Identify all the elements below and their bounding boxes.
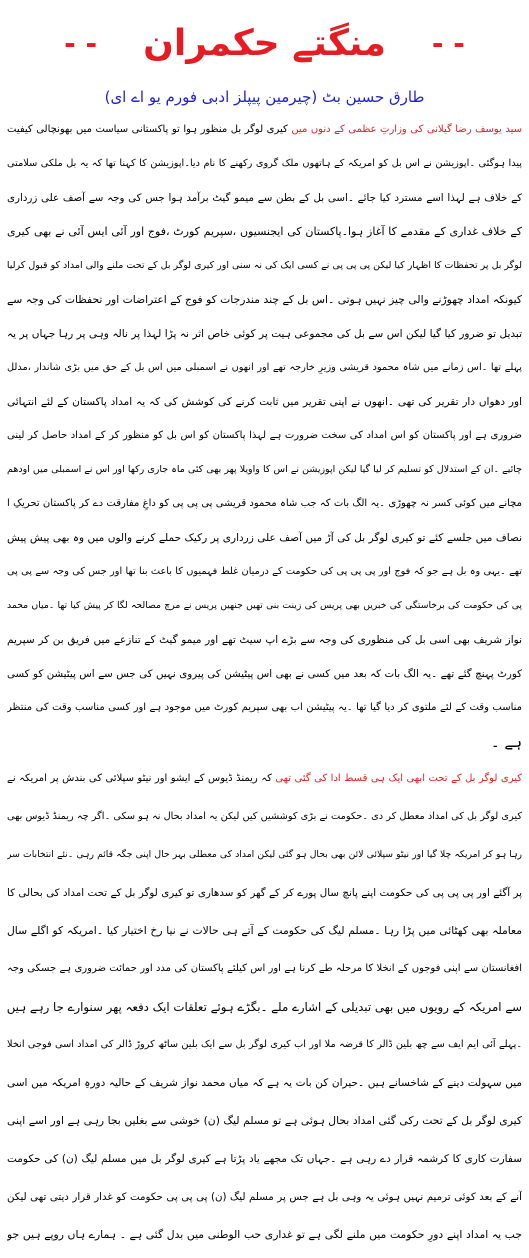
paragraph-line: نصاف میں جلسے کئے تو کیری لوگر بل کی آڑ میں آصف علی زرداری پر رکیک حملے کرنے والوں میں وہ بھی پیش پیش bbox=[7, 532, 522, 544]
paragraph-line: ضروری ہے اور پاکستان کو اس امداد کی سخت ضرورت ہے لہذا پاکستان کو اس بل کو منظور کر کے امداد حاصل کر لینی bbox=[7, 430, 522, 441]
paragraph-line: کیونکہ امداد چھوڑنے والی چیز نہیں ہوتی ۔اس بل کے چند مندرجات کو فوج کے اعتراضات اور تحفظات کی وجہ سے bbox=[7, 293, 522, 306]
paragraph-line: کورٹ پہنچ گئے تھے ۔یہ الگ بات کہ بعد میں کسی نے بھی اس پیٹیشن کی پیروی نہیں کی جس سے اس پیٹیشن کو کسی bbox=[7, 668, 522, 680]
paragraph-line: جب یہ امداد اپنے دورِ حکومت میں ملنے لگی ہے تو غداری حب الوطنی میں بدل گئی ہے ۔ ہمارے ہاں روپے ہیں جو bbox=[7, 1228, 522, 1241]
paragraph-line: پر آگئے اور پی پی پی کی حکومت اپنے پانچ سال پورے کر کے گھر کو سدھاری تو کیری لوگر بل کے تحت امداد کی بحالی کا bbox=[7, 887, 522, 899]
paragraph-line: اور دھواں دار تقریر کی تھی ۔انھوں نے اپنی تقریر میں ثابت کرنے کی کوشش کی کہ یہ امداد پاکستان کے لئے انتہائی bbox=[7, 396, 522, 408]
paragraph-line bbox=[7, 113, 522, 147]
paragraph-line: میں سہولت دینے کے شاخسانے ہیں ۔حیران کن بات یہ ہے کہ میاں محمد نواز شریف کے حالیہ دورہِ امریکہ میں اسی bbox=[7, 1077, 522, 1089]
paragraph-line: پیدا ہوگئی ۔اپوزیشن نے اس بل کو امریکہ کے ہاتھوں ملک گروی رکھنے کا نام دیا۔اپوزیشن کا کہنا تھا کہ یہ بل ملکی سلامتی bbox=[7, 158, 522, 169]
lead-highlight: کیری لوگر بل کے تحت ابھی ایک ہی قسط ادا کی گئی تھی bbox=[275, 773, 522, 784]
paragraph-line: چائیے ۔ان کے استدلال کو تسلیم کر لیا گیا لیکن اپوزیشن نے اس کا واویلا پھر بھی کئی ماہ جاری رکھا اور اس نے اسمبلی میں اودھم bbox=[7, 464, 522, 475]
byline: طارق حسین بٹ (چیرمین پیپلز ادبی فورم یو اے ای) bbox=[104, 88, 425, 106]
title-dash-left: - - bbox=[64, 27, 98, 60]
line-text: کیری لوگر بل منظور ہوا تو پاکستانی سیاست میں بھونچالی کیفیت bbox=[7, 124, 288, 135]
paragraph-line: سفارت کاری کا کرشمہ قرار دے رہی ہے ۔جہاں تک مجھے یاد پڑتا ہے کیری لوگر بل میں مسلم لیگ (ن) کی حکومت bbox=[7, 1153, 522, 1165]
article-title-row bbox=[0, 16, 529, 72]
line-text: کہ ریمنڈ ڈیوس کے ایشو اور نیٹو سپلائی کی بندش پر امریکہ نے bbox=[7, 773, 272, 784]
paragraph-line: کیری لوگر بل کی امداد معطل کر دی ۔حکومت نے بڑی کوششیں کیں لیکن یہ امداد بحال نہ ہو سکی ۔اگر چہ ریمنڈ ڈیوس بھی bbox=[7, 811, 522, 822]
paragraph-line: مناسب وقت کے لئے ملتوی کر دیا گیا تھا ۔یہ پیٹیشن اب بھی سپریم کورٹ میں موجود ہے اور کسی مناسب وقت کی منتظر bbox=[7, 702, 522, 713]
paragraph-line: ۔پہلے آئی ایم ایف سے چھ بلین ڈالر کا قرضہ ملا اور اب کیری لوگر بل سے ایک بلین ساٹھ کروڑ ڈالر کی امداد اسی فوجی انخلا bbox=[7, 1039, 522, 1050]
paragraph-line: کے خلاف غداری کے مقدمے کا آغاز ہوا۔پاکستان کی ایجنسیوں ،سپریم کورٹ ،فوج اور آئی ایس آئی نے بھی کیری bbox=[7, 225, 522, 238]
paragraph-line: نواز شریف بھی اسی بل کی منظوری کی وجہ سے بڑے اپ سیٹ تھے اور میمو گیٹ کے تنازعے میں فریق بن کر سپریم bbox=[7, 634, 522, 646]
paragraph-line: تھے ۔یہی وہ بل ہے جو کہ فوج اور پی پی پی کی حکومت کے درمیان غلط فہمیوں کا باعث بنا تھا اور جس کی وجہ سے پی پی bbox=[7, 566, 522, 577]
paragraph-line: رہا ہو کر امریکہ چلا گیا اور نیٹو سپلائی لائن بھی بحال ہو گئی لیکن امداد کی معطلی بہر حال اپنی جگہ قائم رہی ۔نئے انتخابات سر bbox=[7, 849, 522, 860]
paragraph-line: سے امریکہ کے رویوں میں بھی تبدیلی کے اشارے ملے ۔بگڑے ہوئے تعلقات ایک دفعہ پھر سنوارے جا رہے ہیں bbox=[7, 1000, 522, 1014]
paragraph-line: تبدیل تو ضرور کیا گیا لیکن اس سے بل کی مجموعی ہیت پر کوئی خاص اثر نہ پڑا لہذا پر نالہ وہی پر رہا جہاں پر یہ bbox=[7, 328, 522, 340]
paragraph-line bbox=[7, 760, 522, 798]
paragraph-line: ہے ۔ bbox=[490, 733, 522, 751]
paragraph-line: کے خلاف ہے لہذا اسے مسترد کیا جائے ۔اسی بل کے بطن سے میمو گیٹ برآمد ہوا جس کی وجہ سے آصف علی زرداری bbox=[7, 192, 522, 204]
article-paragraph bbox=[7, 113, 522, 759]
paragraph-line: معاملہ بھی کھٹائی میں پڑا رہا ۔مسلم لیگ کی حکومت کے آتے ہی حالات نے نیا رخ اختیار کیا ۔امریکہ کو اگلے سال bbox=[7, 924, 522, 937]
article-paragraph bbox=[7, 760, 522, 1254]
paragraph-line: کیری لوگر بل کے تحت رکی گئی امداد بحال ہوئی ہے تو مسلم لیگ (ن) خوشی سے بغلیں بجا رہی ہے اور اسے اپنی bbox=[7, 1114, 522, 1127]
paragraph-line: لوگر بل پر تحفظات کا اظہار کیا لیکن پی پی پی نے کسی ایک کی نہ سنی اور کیری لوگر بل کے تحت ملنے والی امداد کو قبول کرلیا bbox=[7, 260, 522, 271]
article-title: منگتے حکمران bbox=[143, 23, 386, 64]
paragraph-line: آنے کے بعد کوئی ترمیم نہیں ہوئی یہ وہی بل ہے جس پر مسلم لیگ (ن) پی پی پی حکومت کو غدار قرار دیتی تھی لیکن bbox=[7, 1191, 522, 1203]
title-dash-right: - - bbox=[431, 27, 465, 60]
lead-highlight: سید یوسف رضا گیلانی کی وزارتِ عظمی کے دنوں میں bbox=[291, 124, 522, 135]
paragraph-line: افغانستان سے اپنی فوجوں کے انخلا کا مرحلہ طے کرنا ہے اور اس کیلئے پاکستان کی مدد اور حمائت ضروری ہے جسکی وجہ bbox=[7, 963, 522, 974]
paragraph-line: پی کی حکومت کی برخاستگی کی خبریں بھی پریس کی زینت بنی تھیں جنھیں پریس نے مرچ مصالحہ لگا کر پیش کیا تھا ۔میاں محمد bbox=[7, 600, 522, 611]
paragraph-line: مچانے میں کوئی کسر نہ چھوڑی ۔یہ الگ بات کہ جب شاہ محمود قریشی پی پی پی کو داغِ مفارقت دے کر پاکستان تحریکِ ا bbox=[7, 498, 522, 509]
paragraph-line: پہلے تھا ۔اس زمانے میں شاہ محمود قریشی وزیرِ خارجہ تھے اور انھوں نے اسمبلی میں اس بل کے حق میں بڑی شاندار ،مدلل bbox=[7, 362, 522, 373]
